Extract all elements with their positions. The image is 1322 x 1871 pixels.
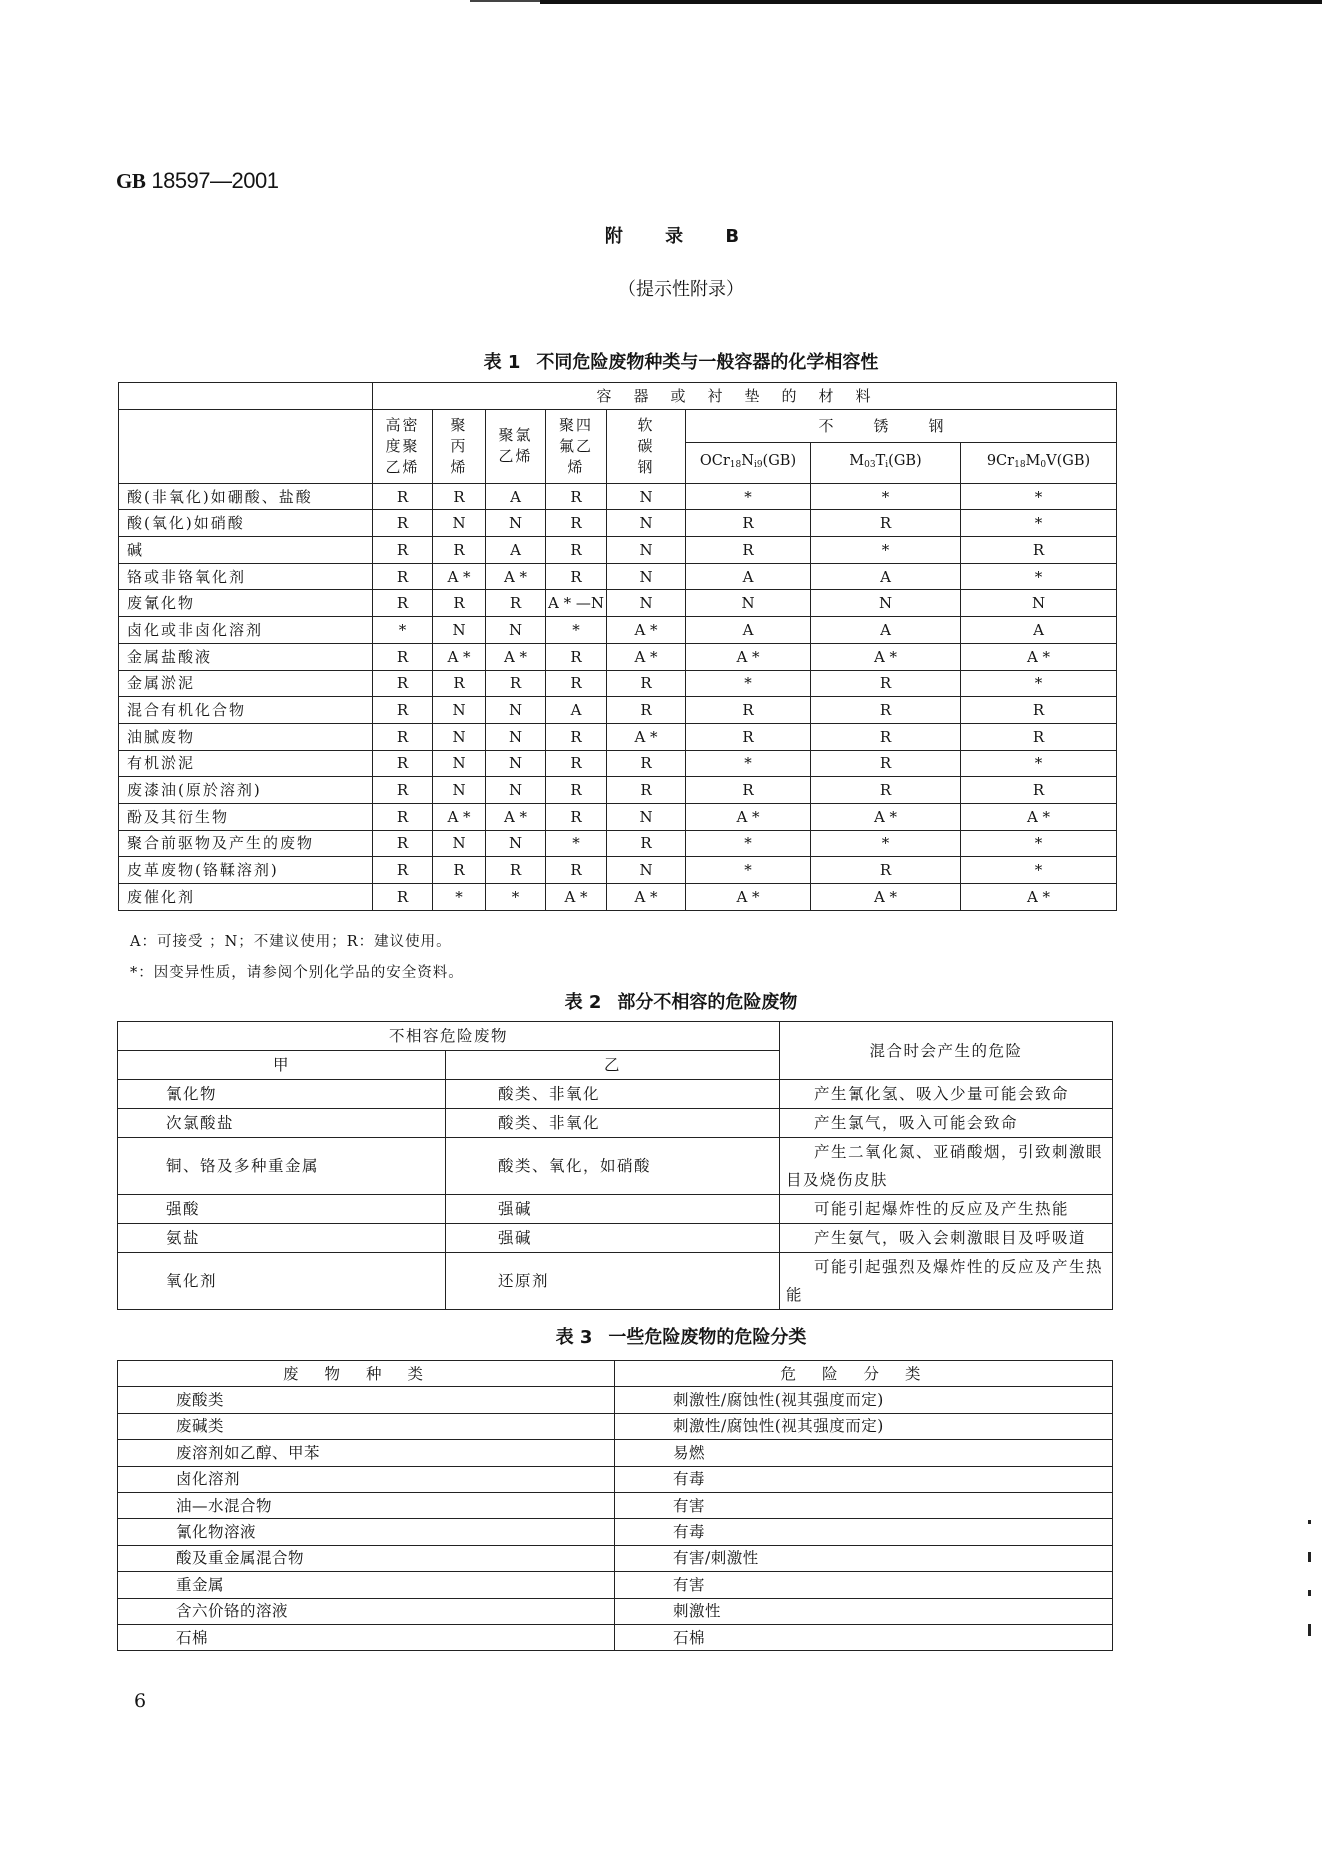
table1-number: 表 1 xyxy=(483,352,521,373)
incompatible-b-cell: 酸类、非氧化 xyxy=(446,1109,780,1138)
compatibility-cell: N xyxy=(486,617,546,644)
stainless-formula-base2: N xyxy=(741,452,754,469)
compatibility-cell: * xyxy=(961,483,1117,510)
compatibility-cell: R xyxy=(811,857,961,884)
compatibility-cell: R xyxy=(546,723,607,750)
waste-type-cell: 卤化溶剂 xyxy=(118,1466,615,1492)
compatibility-cell: R xyxy=(546,537,607,564)
hazard-class-cell: 有害 xyxy=(615,1492,1113,1518)
table1-col-header-line: 碳 xyxy=(637,436,655,455)
compatibility-cell: R xyxy=(811,697,961,724)
incompatible-b-cell: 酸类、氧化，如硝酸 xyxy=(446,1138,780,1195)
scan-speck xyxy=(1308,1552,1311,1562)
table1-col-header xyxy=(486,409,546,483)
compatibility-cell: N xyxy=(607,857,686,884)
compatibility-cell: R xyxy=(607,830,686,857)
compatibility-cell: A * xyxy=(607,617,686,644)
hazard-class-cell: 刺激性/腐蚀性(视其强度而定) xyxy=(615,1387,1113,1413)
compatibility-cell: N xyxy=(811,590,961,617)
compatibility-cell: R xyxy=(811,723,961,750)
incompatible-a-cell: 氨盐 xyxy=(118,1224,446,1253)
hazard-class-cell: 有害/刺激性 xyxy=(615,1545,1113,1571)
table1-col-header-line: 聚氯 xyxy=(498,426,533,445)
waste-type-cell: 废溶剂如乙醇、甲苯 xyxy=(118,1440,615,1466)
incompatible-a-cell: 氧化剂 xyxy=(118,1253,446,1310)
incompatible-b-cell: 还原剂 xyxy=(446,1253,780,1310)
table1-col-header xyxy=(373,409,433,483)
compatibility-cell: R xyxy=(686,537,811,564)
table2-col-a-header: 甲 xyxy=(118,1051,446,1080)
compatibility-cell: R xyxy=(433,537,486,564)
stainless-formula-sub1: 18 xyxy=(1014,459,1026,470)
compatibility-cell: R xyxy=(811,750,961,777)
stainless-formula-sub1: 03 xyxy=(864,459,876,470)
compatibility-cell: A * xyxy=(961,884,1117,911)
hazard-class-cell: 石棉 xyxy=(615,1624,1113,1650)
stainless-formula-sub2: i9 xyxy=(753,459,763,470)
compatibility-cell: R xyxy=(373,803,433,830)
compatibility-cell: N xyxy=(433,750,486,777)
hazard-class-cell: 易燃 xyxy=(615,1440,1113,1466)
compatibility-cell: * xyxy=(686,830,811,857)
table3-row xyxy=(118,1519,1113,1545)
compatibility-cell: N xyxy=(486,830,546,857)
table1-row xyxy=(119,670,1117,697)
compatibility-cell: A xyxy=(961,617,1117,644)
table1-col-header xyxy=(546,409,607,483)
compatibility-cell: * xyxy=(961,830,1117,857)
compatibility-cell: R xyxy=(607,697,686,724)
compatibility-cell: N xyxy=(486,777,546,804)
compatibility-cell: R xyxy=(373,723,433,750)
waste-type-label: 废氰化物 xyxy=(119,590,373,617)
compatibility-cell: N xyxy=(686,590,811,617)
compatibility-cell: * xyxy=(961,563,1117,590)
compatibility-cell: R xyxy=(433,483,486,510)
compatibility-cell: R xyxy=(686,777,811,804)
hazard-cell: 产生氯气，吸入可能会致命 xyxy=(780,1109,1113,1138)
table2-row xyxy=(118,1195,1113,1224)
table1-row xyxy=(119,750,1117,777)
waste-type-label: 废漆油(原於溶剂) xyxy=(119,777,373,804)
table1-stainless-col xyxy=(686,442,811,483)
compatibility-cell: R xyxy=(607,777,686,804)
waste-type-label: 皮革废物(铬鞣溶剂) xyxy=(119,857,373,884)
table1-row xyxy=(119,830,1117,857)
compatibility-cell: R xyxy=(546,643,607,670)
table2-row xyxy=(118,1224,1113,1253)
hazard-class-cell: 有害 xyxy=(615,1572,1113,1598)
page-number: 6 xyxy=(134,1690,147,1712)
waste-type-label: 酸(氧化)如硝酸 xyxy=(119,510,373,537)
waste-type-cell: 含六价铬的溶液 xyxy=(118,1598,615,1624)
stainless-formula-sub1: 18 xyxy=(729,459,742,470)
table1-col-header-line: 烯 xyxy=(567,457,585,476)
compatibility-cell: * xyxy=(486,884,546,911)
table1-stainless-header: 不锈钢 xyxy=(686,409,1117,442)
stainless-formula-suffix: (GB) xyxy=(888,452,922,469)
compatibility-cell: A * xyxy=(811,643,961,670)
table2-body xyxy=(118,1080,1113,1310)
waste-type-label: 混合有机化合物 xyxy=(119,697,373,724)
waste-type-cell: 油—水混合物 xyxy=(118,1492,615,1518)
table1-row xyxy=(119,483,1117,510)
compatibility-cell: A xyxy=(686,563,811,590)
waste-type-cell: 废碱类 xyxy=(118,1413,615,1439)
compatibility-cell: A * xyxy=(433,643,486,670)
waste-type-cell: 氰化物溶液 xyxy=(118,1519,615,1545)
compatibility-cell: N xyxy=(486,510,546,537)
compatibility-cell: R xyxy=(373,537,433,564)
waste-type-label: 铬或非铬氧化剂 xyxy=(119,563,373,590)
table3-row xyxy=(118,1598,1113,1624)
compatibility-cell: * xyxy=(686,670,811,697)
waste-type-label: 碱 xyxy=(119,537,373,564)
compatibility-cell: A * xyxy=(607,884,686,911)
compatibility-cell: A * xyxy=(433,563,486,590)
table3-row xyxy=(118,1492,1113,1518)
table3-row xyxy=(118,1545,1113,1571)
compatibility-cell: N xyxy=(486,697,546,724)
compatibility-cell: R xyxy=(433,590,486,617)
compatibility-cell: * xyxy=(961,750,1117,777)
compatibility-cell: A * —N xyxy=(546,590,607,617)
table1-row xyxy=(119,510,1117,537)
standard-prefix: GB xyxy=(116,169,146,193)
scan-speck xyxy=(1308,1590,1311,1596)
table3-row xyxy=(118,1624,1113,1650)
table2-col-b-header: 乙 xyxy=(446,1051,780,1080)
hazard-cell: 可能引起爆炸性的反应及产生热能 xyxy=(780,1195,1113,1224)
compatibility-cell: R xyxy=(433,857,486,884)
compatibility-cell: N xyxy=(961,590,1117,617)
table3-row xyxy=(118,1413,1113,1439)
stainless-formula-sub2: i xyxy=(885,459,889,470)
compatibility-cell: N xyxy=(607,590,686,617)
waste-type-label: 酸(非氧化)如硼酸、盐酸 xyxy=(119,483,373,510)
table1-row xyxy=(119,643,1117,670)
compatibility-cell: N xyxy=(607,483,686,510)
table2-hazard-header: 混合时会产生的危险 xyxy=(780,1022,1113,1080)
table1-row xyxy=(119,857,1117,884)
hazard-class-cell: 刺激性/腐蚀性(视其强度而定) xyxy=(615,1413,1113,1439)
table3-waste-header: 废物种类 xyxy=(118,1361,615,1387)
compatibility-cell: A xyxy=(486,483,546,510)
compatibility-cell: A xyxy=(811,563,961,590)
compatibility-cell: A * xyxy=(961,803,1117,830)
table1-row xyxy=(119,590,1117,617)
hazard-cell: 产生氰化氢、吸入少量可能会致命 xyxy=(780,1080,1113,1109)
table1-col-header-line: 丙 xyxy=(450,436,468,455)
table2-row xyxy=(118,1109,1113,1138)
compatibility-cell: A xyxy=(811,617,961,644)
table1-row xyxy=(119,803,1117,830)
hazard-class-cell: 刺激性 xyxy=(615,1598,1113,1624)
compatibility-cell: R xyxy=(373,750,433,777)
table1-title: 不同危险废物种类与一般容器的化学相容性 xyxy=(536,352,879,373)
compatibility-cell: R xyxy=(686,723,811,750)
incompatible-a-cell: 氰化物 xyxy=(118,1080,446,1109)
compatibility-cell: * xyxy=(811,483,961,510)
compatibility-cell: R xyxy=(607,750,686,777)
table1-body xyxy=(119,483,1117,910)
compatibility-cell: R xyxy=(486,857,546,884)
compatibility-cell: R xyxy=(961,537,1117,564)
compatibility-cell: N xyxy=(433,830,486,857)
table3 xyxy=(117,1360,1113,1651)
waste-type-cell: 石棉 xyxy=(118,1624,615,1650)
compatibility-cell: R xyxy=(373,697,433,724)
table2-title: 部分不相容的危险废物 xyxy=(617,992,798,1013)
scan-speck xyxy=(1308,1520,1311,1524)
compatibility-cell: * xyxy=(433,884,486,911)
compatibility-cell: R xyxy=(546,803,607,830)
scan-edge-mark xyxy=(470,0,540,2)
compatibility-cell: N xyxy=(486,723,546,750)
compatibility-cell: * xyxy=(961,857,1117,884)
waste-type-cell: 酸及重金属混合物 xyxy=(118,1545,615,1571)
compatibility-cell: R xyxy=(373,643,433,670)
table2-group-header: 不相容危险废物 xyxy=(118,1022,780,1051)
compatibility-cell: R xyxy=(373,670,433,697)
table2-row xyxy=(118,1080,1113,1109)
compatibility-cell: N xyxy=(433,510,486,537)
table1-col-header-line: 烯 xyxy=(450,457,468,476)
compatibility-cell: R xyxy=(546,563,607,590)
compatibility-cell: N xyxy=(433,777,486,804)
table3-row xyxy=(118,1387,1113,1413)
table1-row xyxy=(119,617,1117,644)
compatibility-cell: R xyxy=(373,884,433,911)
compatibility-cell: R xyxy=(373,483,433,510)
compatibility-cell: R xyxy=(811,670,961,697)
table3-caption xyxy=(0,1323,1322,1349)
compatibility-cell: R xyxy=(961,697,1117,724)
table1-corner xyxy=(119,409,373,483)
standard-id xyxy=(116,168,278,194)
table1-group-header: 容器或衬垫的材料 xyxy=(373,383,1117,410)
waste-type-label: 油腻废物 xyxy=(119,723,373,750)
compatibility-cell: R xyxy=(373,510,433,537)
table3-class-header: 危险分类 xyxy=(615,1361,1113,1387)
compatibility-cell: A * xyxy=(811,803,961,830)
compatibility-cell: R xyxy=(486,670,546,697)
table1-stainless-col xyxy=(961,442,1117,483)
appendix-subtitle: （提示性附录） xyxy=(618,279,744,300)
incompatible-b-cell: 强碱 xyxy=(446,1224,780,1253)
compatibility-cell: R xyxy=(546,857,607,884)
compatibility-cell: A * xyxy=(486,803,546,830)
hazard-cell: 产生氨气，吸入会刺激眼目及呼吸道 xyxy=(780,1224,1113,1253)
compatibility-cell: A * xyxy=(486,563,546,590)
compatibility-cell: N xyxy=(607,537,686,564)
table3-number: 表 3 xyxy=(555,1327,593,1348)
compatibility-cell: A xyxy=(486,537,546,564)
compatibility-cell: * xyxy=(546,617,607,644)
scan-edge-marks xyxy=(1308,1520,1314,1664)
waste-type-label: 有机淤泥 xyxy=(119,750,373,777)
waste-type-label: 金属淤泥 xyxy=(119,670,373,697)
table1-row xyxy=(119,777,1117,804)
compatibility-cell: R xyxy=(961,777,1117,804)
stainless-formula-sub2: 0 xyxy=(1040,459,1047,470)
table1-row xyxy=(119,697,1117,724)
stainless-formula-base2: M xyxy=(1025,452,1041,469)
table1-row xyxy=(119,537,1117,564)
compatibility-cell: * xyxy=(686,483,811,510)
compatibility-cell: N xyxy=(486,750,546,777)
compatibility-cell: N xyxy=(607,803,686,830)
table1-col-header-line: 软 xyxy=(637,415,655,434)
waste-type-label: 聚合前驱物及产生的废物 xyxy=(119,830,373,857)
table1-col-header xyxy=(433,409,486,483)
scan-edge-bar xyxy=(540,0,1322,4)
compatibility-cell: R xyxy=(373,590,433,617)
stainless-formula-suffix: (GB) xyxy=(762,452,797,469)
compatibility-cell: R xyxy=(811,777,961,804)
scan-speck xyxy=(1308,1624,1311,1636)
compatibility-cell: * xyxy=(686,857,811,884)
compatibility-cell: A * xyxy=(961,643,1117,670)
hazard-class-cell: 有毒 xyxy=(615,1519,1113,1545)
compatibility-cell: * xyxy=(961,510,1117,537)
incompatible-a-cell: 次氯酸盐 xyxy=(118,1109,446,1138)
table1 xyxy=(118,382,1117,911)
hazard-cell: 可能引起强烈及爆炸性的反应及产生热能 xyxy=(780,1253,1113,1310)
compatibility-cell: R xyxy=(961,723,1117,750)
stainless-formula-base1: M xyxy=(849,452,865,469)
waste-type-label: 废催化剂 xyxy=(119,884,373,911)
standard-number: 18597—2001 xyxy=(151,168,279,193)
compatibility-cell: A * xyxy=(686,884,811,911)
table2-caption xyxy=(0,988,1322,1014)
compatibility-cell: * xyxy=(686,750,811,777)
table1-row xyxy=(119,723,1117,750)
compatibility-cell: * xyxy=(961,670,1117,697)
table2 xyxy=(117,1021,1113,1310)
compatibility-cell: * xyxy=(811,830,961,857)
compatibility-cell: N xyxy=(433,617,486,644)
table1-col-header-line: 高密 xyxy=(385,415,420,434)
compatibility-cell: A * xyxy=(486,643,546,670)
table1-col-header-line: 氟乙 xyxy=(558,436,593,455)
table3-body xyxy=(118,1387,1113,1651)
table2-number: 表 2 xyxy=(564,992,602,1013)
compatibility-cell: R xyxy=(373,830,433,857)
compatibility-cell: A * xyxy=(607,643,686,670)
compatibility-cell: A * xyxy=(811,884,961,911)
compatibility-cell: N xyxy=(607,510,686,537)
table3-row xyxy=(118,1572,1113,1598)
compatibility-cell: R xyxy=(486,590,546,617)
waste-type-cell: 重金属 xyxy=(118,1572,615,1598)
incompatible-b-cell: 强碱 xyxy=(446,1195,780,1224)
compatibility-cell: R xyxy=(686,510,811,537)
compatibility-cell: A * xyxy=(546,884,607,911)
table1-caption xyxy=(0,348,1322,374)
waste-type-label: 卤化或非卤化溶剂 xyxy=(119,617,373,644)
compatibility-cell: R xyxy=(811,510,961,537)
table1-row xyxy=(119,563,1117,590)
stainless-formula-base1: OCr xyxy=(699,452,730,469)
table1-row xyxy=(119,884,1117,911)
incompatible-a-cell: 强酸 xyxy=(118,1195,446,1224)
compatibility-cell: R xyxy=(373,777,433,804)
incompatible-b-cell: 酸类、非氧化 xyxy=(446,1080,780,1109)
hazard-class-cell: 有毒 xyxy=(615,1466,1113,1492)
table1-col-header-line: 聚 xyxy=(450,415,468,434)
table1-col-header-line: 聚四 xyxy=(558,415,593,434)
compatibility-cell: * xyxy=(373,617,433,644)
table1-col-header xyxy=(607,409,686,483)
compatibility-cell: A xyxy=(686,617,811,644)
compatibility-cell: N xyxy=(433,697,486,724)
stainless-formula-base1: 9Cr xyxy=(986,452,1015,469)
table3-row xyxy=(118,1466,1113,1492)
compatibility-cell: R xyxy=(546,777,607,804)
table2-row xyxy=(118,1253,1113,1310)
compatibility-cell: R xyxy=(546,510,607,537)
compatibility-cell: R xyxy=(373,563,433,590)
table1-stainless-col xyxy=(811,442,961,483)
stainless-formula-base2: T xyxy=(875,452,886,469)
compatibility-cell: R xyxy=(546,483,607,510)
compatibility-cell: A * xyxy=(686,803,811,830)
table1-note-asterisk: *：因变异性质，请参阅个别化学品的安全资料。 xyxy=(130,965,464,981)
table1-note-legend: A：可接受 ；N；不建议使用；R：建议使用。 xyxy=(130,934,452,950)
appendix-title: 附 录 B xyxy=(604,226,758,247)
compatibility-cell: * xyxy=(546,830,607,857)
waste-type-label: 金属盐酸液 xyxy=(119,643,373,670)
compatibility-cell: A xyxy=(546,697,607,724)
table1-col-header-line: 度聚 xyxy=(385,436,420,455)
table1-col-header-line: 钢 xyxy=(637,457,655,476)
compatibility-cell: R xyxy=(607,670,686,697)
waste-type-cell: 废酸类 xyxy=(118,1387,615,1413)
waste-type-label: 酚及其衍生物 xyxy=(119,803,373,830)
compatibility-cell: R xyxy=(373,857,433,884)
table1-col-header-line: 乙烯 xyxy=(385,457,420,476)
compatibility-cell: * xyxy=(811,537,961,564)
compatibility-cell: R xyxy=(686,697,811,724)
hazard-cell: 产生二氧化氮、亚硝酸烟，引致刺激眼目及烧伤皮肤 xyxy=(780,1138,1113,1195)
table1-col-header-line: 乙烯 xyxy=(498,447,533,466)
table3-row xyxy=(118,1440,1113,1466)
incompatible-a-cell: 铜、铬及多种重金属 xyxy=(118,1138,446,1195)
compatibility-cell: R xyxy=(546,750,607,777)
compatibility-cell: R xyxy=(546,670,607,697)
table3-title: 一些危险废物的危险分类 xyxy=(608,1327,807,1348)
stainless-formula-suffix: V(GB) xyxy=(1046,452,1091,469)
table2-row xyxy=(118,1138,1113,1195)
compatibility-cell: N xyxy=(433,723,486,750)
compatibility-cell: R xyxy=(433,670,486,697)
table1-corner-top xyxy=(119,383,373,410)
compatibility-cell: A * xyxy=(607,723,686,750)
compatibility-cell: A * xyxy=(433,803,486,830)
compatibility-cell: A * xyxy=(686,643,811,670)
compatibility-cell: N xyxy=(607,563,686,590)
